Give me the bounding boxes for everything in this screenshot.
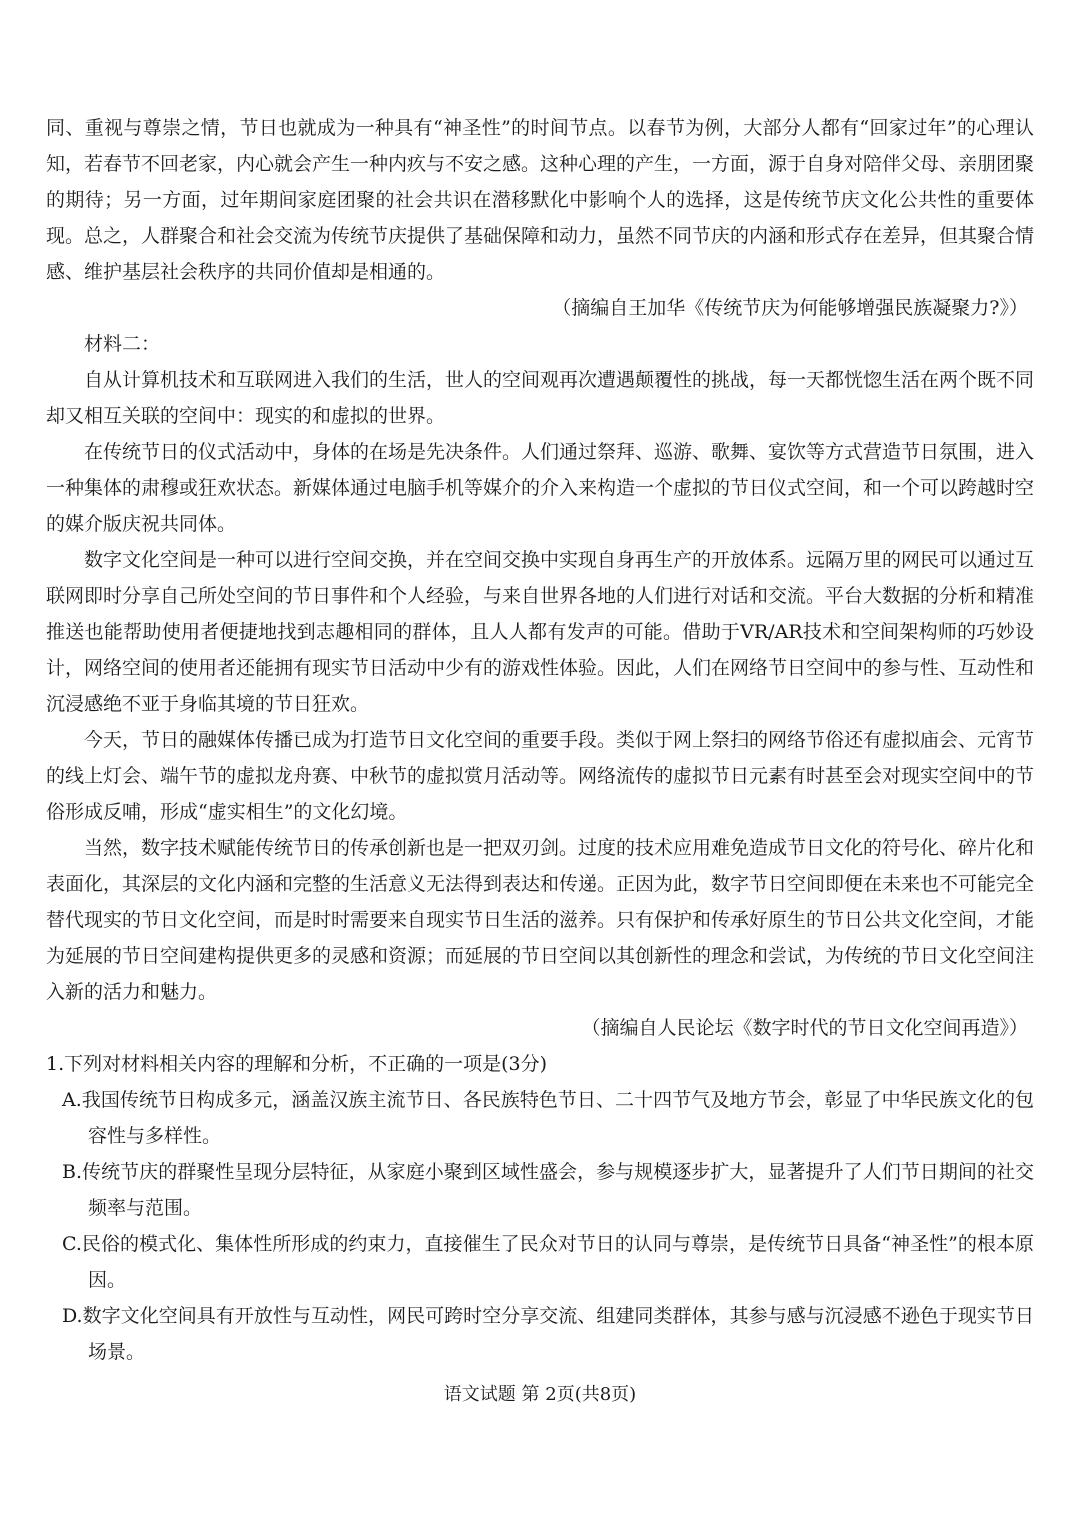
question-1-option-b: B.传统节庆的群聚性呈现分层特征，从家庭小聚到区域性盛会，参与规模逐步扩大，显著提升了人们节日期间的社交频率与范围。 bbox=[62, 1161, 1034, 1219]
material-two-paragraph: 在传统节日的仪式活动中，身体的在场是先决条件。人们通过祭拜、巡游、歌舞、宴饮等方式营造节日氛围，进入一种集体的肃穆或狂欢状态。新媒体通过电脑手机等媒介的介入来构造一个虚拟的节日仪式空间，和一个可以跨越时空的媒介版庆祝共同体。 bbox=[46, 441, 1035, 535]
material-one-continuation: 同、重视与尊崇之情，节日也就成为一种具有“神圣性”的时间节点。以春节为例，大部分人都有“回家过年”的心理认知，若春节不回老家，内心就会产生一种内疚与不安之感。这种心理的产生，一方面，源于自身对陪伴父母、亲朋团聚的期待；另一方面，过年期间家庭团聚的社会共识在潜移默化中影响个人的选择，这是传统节庆文化公共性的重要体现。总之，人群聚合和社会交流为传统节庆提供了基础保障和动力，虽然不同节庆的内涵和形式存在差异，但其聚合情感、维护基层社会秩序的共同价值却是相通的。 bbox=[46, 117, 1035, 283]
question-1-option-d: D.数字文化空间具有开放性与互动性，网民可跨时空分享交流、组建同类群体，其参与感与沉浸感不逊色于现实节日场景。 bbox=[62, 1305, 1034, 1363]
material-two-source: （摘编自人民论坛《数字时代的节日文化空间再造》） bbox=[581, 1017, 1028, 1039]
material-two-paragraph: 当然，数字技术赋能传统节日的传承创新也是一把双刃剑。过度的技术应用难免造成节日文化的符号化、碎片化和表面化，其深层的文化内涵和完整的生活意义无法得到表达和传递。正因为此，数字节日空间即便在未来也不可能完全替代现实的节日文化空间，而是时时需要来自现实节日生活的滋养。只有保护和传承好原生的节日公共文化空间，才能为延展的节日空间建构提供更多的灵感和资源；而延展的节日空间以其创新性的理念和尝试，为传统的节日文化空间注入新的活力和魅力。 bbox=[46, 837, 1035, 1003]
question-1-option-c: C.民俗的模式化、集体性所形成的约束力，直接催生了民众对节日的认同与尊崇，是传统节日具备“神圣性”的根本原因。 bbox=[62, 1233, 1034, 1291]
material-two-label: 材料二： bbox=[84, 333, 161, 355]
page-footer: 语文试题 第 2页(共8页) bbox=[443, 1384, 637, 1405]
question-1-option-a: A.我国传统节日构成多元，涵盖汉族主流节日、各民族特色节日、二十四节气及地方节会，彰显了中华民族文化的包容性与多样性。 bbox=[62, 1089, 1034, 1147]
exam-page-body bbox=[46, 110, 1034, 1370]
material-two-paragraph: 今天，节日的融媒体传播已成为打造节日文化空间的重要手段。类似于网上祭扫的网络节俗还有虚拟庙会、元宵节的线上灯会、端午节的虚拟龙舟赛、中秋节的虚拟赏月活动等。网络流传的虚拟节日元素有时甚至会对现实空间中的节俗形成反哺，形成“虚实相生”的文化幻境。 bbox=[46, 729, 1035, 823]
material-two-paragraph: 数字文化空间是一种可以进行空间交换，并在空间交换中实现自身再生产的开放体系。远隔万里的网民可以通过互联网即时分享自己所处空间的节日事件和个人经验，与来自世界各地的人们进行对话和交流。平台大数据的分析和精准推送也能帮助使用者便捷地找到志趣相同的群体，且人人都有发声的可能。借助于VR/AR技术和空间架构师的巧妙设计，网络空间的使用者还能拥有现实节日活动中少有的游戏性体验。因此，人们在网络节日空间中的参与性、互动性和沉浸感绝不亚于身临其境的节日狂欢。 bbox=[46, 549, 1035, 715]
material-one-source: （摘编自王加华《传统节庆为何能够增强民族凝聚力?》） bbox=[552, 297, 1028, 319]
material-two-paragraph: 自从计算机技术和互联网进入我们的生活，世人的空间观再次遭遇颠覆性的挑战，每一天都恍惚生活在两个既不同却又相互关联的空间中：现实的和虚拟的世界。 bbox=[46, 369, 1035, 427]
question-1-stem: 1.下列对材料相关内容的理解和分析，不正确的一项是(3分) bbox=[46, 1053, 548, 1075]
